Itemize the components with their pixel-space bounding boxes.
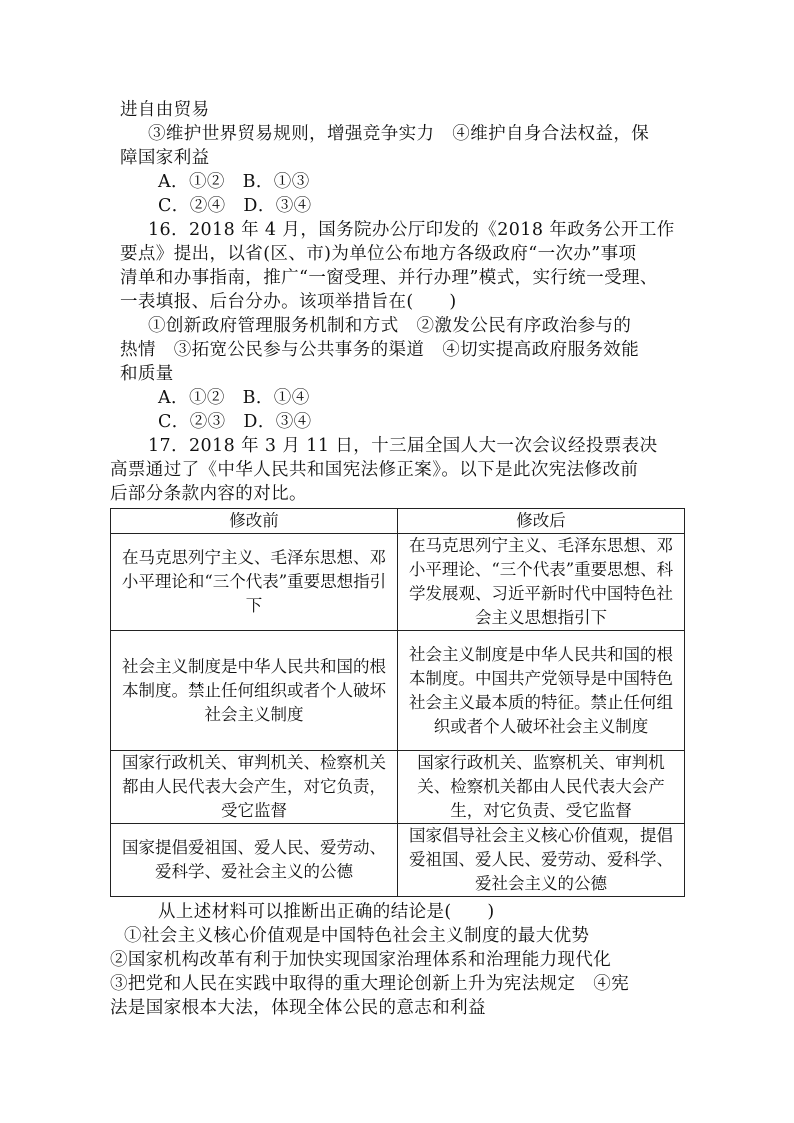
text-line: 高票通过了《中华人民共和国宪法修正案》。以下是此次宪法修改前 <box>110 460 639 480</box>
text-line: 一表填报、后台分办。该项举措旨在( ) <box>120 292 457 312</box>
text-line: 热情 ③拓宽公民参与公共事务的渠道 ④切实提高政府服务效能 <box>120 340 640 360</box>
question-prompt: 从上述材料可以推断出正确的结论是( ) <box>158 902 495 922</box>
table-cell: 社会主义制度是中华人民共和国的根本制度。禁止任何组织或者个人破坏社会主义制度 <box>111 631 398 751</box>
text-line: 法是国家根本大法，体现全体公民的意志和利益 <box>110 998 486 1018</box>
text-line: 进自由贸易 <box>120 100 210 120</box>
text-line: ③维护世界贸易规则，增强竞争实力 ④维护自身合法权益，保 <box>148 124 650 144</box>
text-line: 和质量 <box>120 364 174 384</box>
text-line: ②国家机构改革有利于加快实现国家治理体系和治理能力现代化 <box>110 950 612 970</box>
answer-options: A．①② B．①④ <box>158 388 310 408</box>
comparison-table <box>110 508 685 897</box>
table-row <box>111 631 685 751</box>
question-16: 16．2018 年 4 月，国务院办公厅印发的《2018 年政务公开工作 <box>148 220 675 240</box>
text-line: ③把党和人民在实践中取得的重大理论创新上升为宪法规定 ④宪 <box>110 974 630 994</box>
text-line: 障国家利益 <box>120 148 210 168</box>
text-line: 后部分条款内容的对比。 <box>110 484 307 504</box>
table-row <box>111 751 685 824</box>
text-line: 要点》提出，以省(区、市)为单位公布地方各级政府“一次办”事项 <box>120 244 637 264</box>
table-header-before: 修改前 <box>111 509 398 534</box>
answer-options: A．①② B．①③ <box>158 172 310 192</box>
text-line: ①社会主义核心价值观是中国特色社会主义制度的最大优势 <box>124 926 590 946</box>
table-cell: 国家提倡爱祖国、爱人民、爱劳动、爱科学、爱社会主义的公德 <box>111 824 398 897</box>
table-cell: 社会主义制度是中华人民共和国的根本制度。中国共产党领导是中国特色社会主义最本质的特征。禁止任何组织或者个人破坏社会主义制度 <box>398 631 685 751</box>
answer-options: C．②④ D．③④ <box>158 196 312 216</box>
question-17: 17．2018 年 3 月 11 日，十三届全国人大一次会议经投票表决 <box>148 436 658 456</box>
table-header-after: 修改后 <box>398 509 685 534</box>
table-cell: 国家行政机关、监察机关、审判机关、检察机关都由人民代表大会产生，对它负责、受它监督 <box>398 751 685 824</box>
table-cell: 国家倡导社会主义核心价值观，提倡爱祖国、爱人民、爱劳动、爱科学、爱社会主义的公德 <box>398 824 685 897</box>
table-cell: 国家行政机关、审判机关、检察机关都由人民代表大会产生，对它负责，受它监督 <box>111 751 398 824</box>
text-line: 清单和办事指南，推广“一窗受理、并行办理”模式，实行统一受理、 <box>120 268 658 288</box>
table-cell: 在马克思列宁主义、毛泽东思想、邓小平理论、“三个代表”重要思想、科学发展观、习近平新时代中国特色社会主义思想指引下 <box>398 534 685 631</box>
text-line: ①创新政府管理服务机制和方式 ②激发公民有序政治参与的 <box>148 316 632 336</box>
answer-options: C．②③ D．③④ <box>158 412 312 432</box>
table-row <box>111 824 685 897</box>
table-cell: 在马克思列宁主义、毛泽东思想、邓小平理论和“三个代表”重要思想指引下 <box>111 534 398 631</box>
table-row <box>111 534 685 631</box>
table-header-row <box>111 509 685 534</box>
